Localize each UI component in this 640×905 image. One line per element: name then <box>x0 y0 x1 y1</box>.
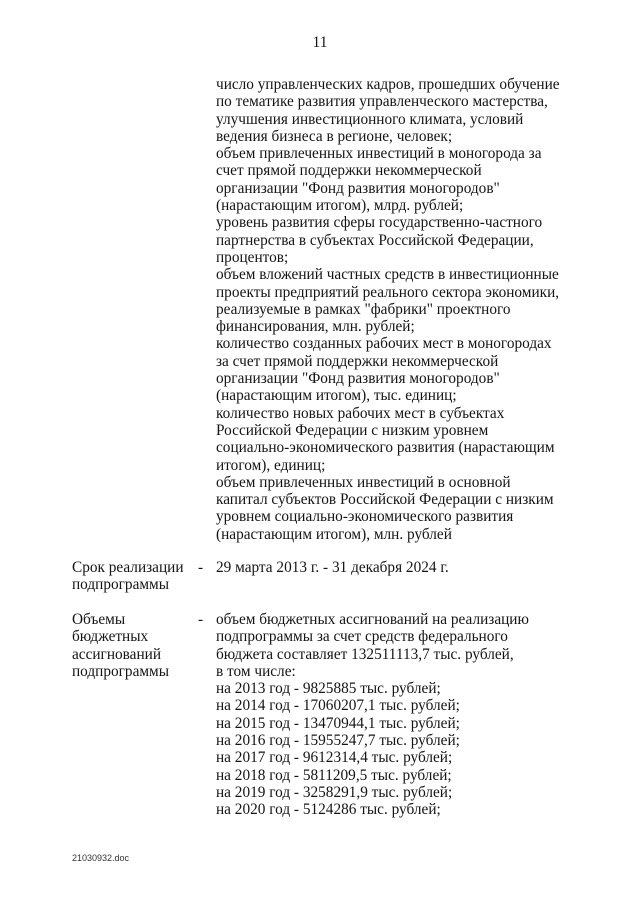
term-value <box>216 559 586 576</box>
indicator-line: организации "Фонд развития моногородов" <box>216 179 500 197</box>
budget-intro-line: бюджета составляет 132511113,7 тыс. рублей, <box>216 645 514 663</box>
indicator-line: Российской Федерации с низким уровнем <box>216 421 489 439</box>
term-label <box>72 559 192 594</box>
indicator-line: счет прямой поддержки некоммерческой <box>216 162 482 180</box>
budget-intro-line: объем бюджетных ассигнований на реализацию <box>216 611 529 628</box>
term-label-line: подпрограммы <box>72 576 170 594</box>
budget-year-line: на 2018 год - 5811209,5 тыс. рублей; <box>216 766 452 784</box>
indicator-line: проекты предприятий реального сектора экономики, <box>216 283 560 301</box>
indicator-line: число управленческих кадров, прошедших обучение <box>216 76 560 93</box>
indicator-line: по тематике развития управленческого мастерства, <box>216 93 548 111</box>
indicator-line: количество созданных рабочих мест в моногородах <box>216 335 552 353</box>
term-value-line: 29 марта 2013 г. - 31 декабря 2024 г. <box>216 559 449 576</box>
indicator-line: количество новых рабочих мест в субъектах <box>216 404 505 422</box>
page-number: 11 <box>312 34 328 51</box>
indicator-line: социально-экономического развития (нарастающим <box>216 439 555 457</box>
indicator-line: (нарастающим итогом), млн. рублей <box>216 525 452 543</box>
term-label-line: Срок реализации <box>72 559 184 576</box>
indicator-line: объем привлеченных инвестиций в основной <box>216 473 511 491</box>
budget-year-line: на 2017 год - 9612314,4 тыс. рублей; <box>216 749 453 767</box>
budget-intro-line: подпрограммы за счет средств федерального <box>216 628 508 646</box>
indicator-line: финансирования, млн. рублей; <box>216 318 415 336</box>
indicator-line: итогом), единиц; <box>216 456 326 474</box>
indicator-line: уровень развития сферы государственно-частного <box>216 214 543 232</box>
indicator-line: процентов; <box>216 248 289 266</box>
indicator-line: (нарастающим итогом), млрд. рублей; <box>216 197 464 215</box>
budget-year-line: на 2016 год - 15955247,7 тыс. рублей; <box>216 732 460 750</box>
budget-intro-line: в том числе: <box>216 662 296 680</box>
budget-label-line: ассигнований <box>72 645 162 663</box>
budget-value <box>216 611 586 819</box>
budget-label <box>72 611 192 680</box>
indicators-block <box>216 76 576 543</box>
budget-year-line: на 2019 год - 3258291,9 тыс. рублей; <box>216 783 453 801</box>
indicator-line: реализуемые в рамках "фабрики" проектного <box>216 300 511 318</box>
budget-label-line: подпрограммы <box>72 662 170 680</box>
term-dash: - <box>198 559 204 576</box>
budget-year-line: на 2013 год - 9825885 тыс. рублей; <box>216 680 441 698</box>
indicator-line: улучшения инвестиционного климата, условий <box>216 110 524 128</box>
budget-year-line: на 2015 год - 13470944,1 тыс. рублей; <box>216 714 460 732</box>
budget-year-line: на 2014 год - 17060207,1 тыс. рублей; <box>216 697 460 715</box>
indicator-line: объем вложений частных средств в инвестиционные <box>216 266 559 284</box>
indicator-line: капитал субъектов Российской Федерации с низким <box>216 491 554 509</box>
budget-label-line: Объемы <box>72 611 126 628</box>
budget-dash: - <box>198 611 204 628</box>
budget-label-line: бюджетных <box>72 628 149 646</box>
indicator-line: партнерства в субъектах Российской Федерации, <box>216 231 534 249</box>
indicator-line: объем привлеченных инвестиций в моногорода за <box>216 145 542 163</box>
budget-year-line: на 2020 год - 5124286 тыс. рублей; <box>216 801 441 819</box>
indicator-line: уровнем социально-экономического развития <box>216 508 514 526</box>
indicator-line: ведения бизнеса в регионе, человек; <box>216 127 453 145</box>
indicator-line: организации "Фонд развития моногородов" <box>216 370 500 388</box>
indicator-line: (нарастающим итогом), тыс. единиц; <box>216 387 457 405</box>
file-name-footer: 21030932.doc <box>72 853 130 863</box>
indicator-line: за счет прямой поддержки некоммерческой <box>216 352 499 370</box>
